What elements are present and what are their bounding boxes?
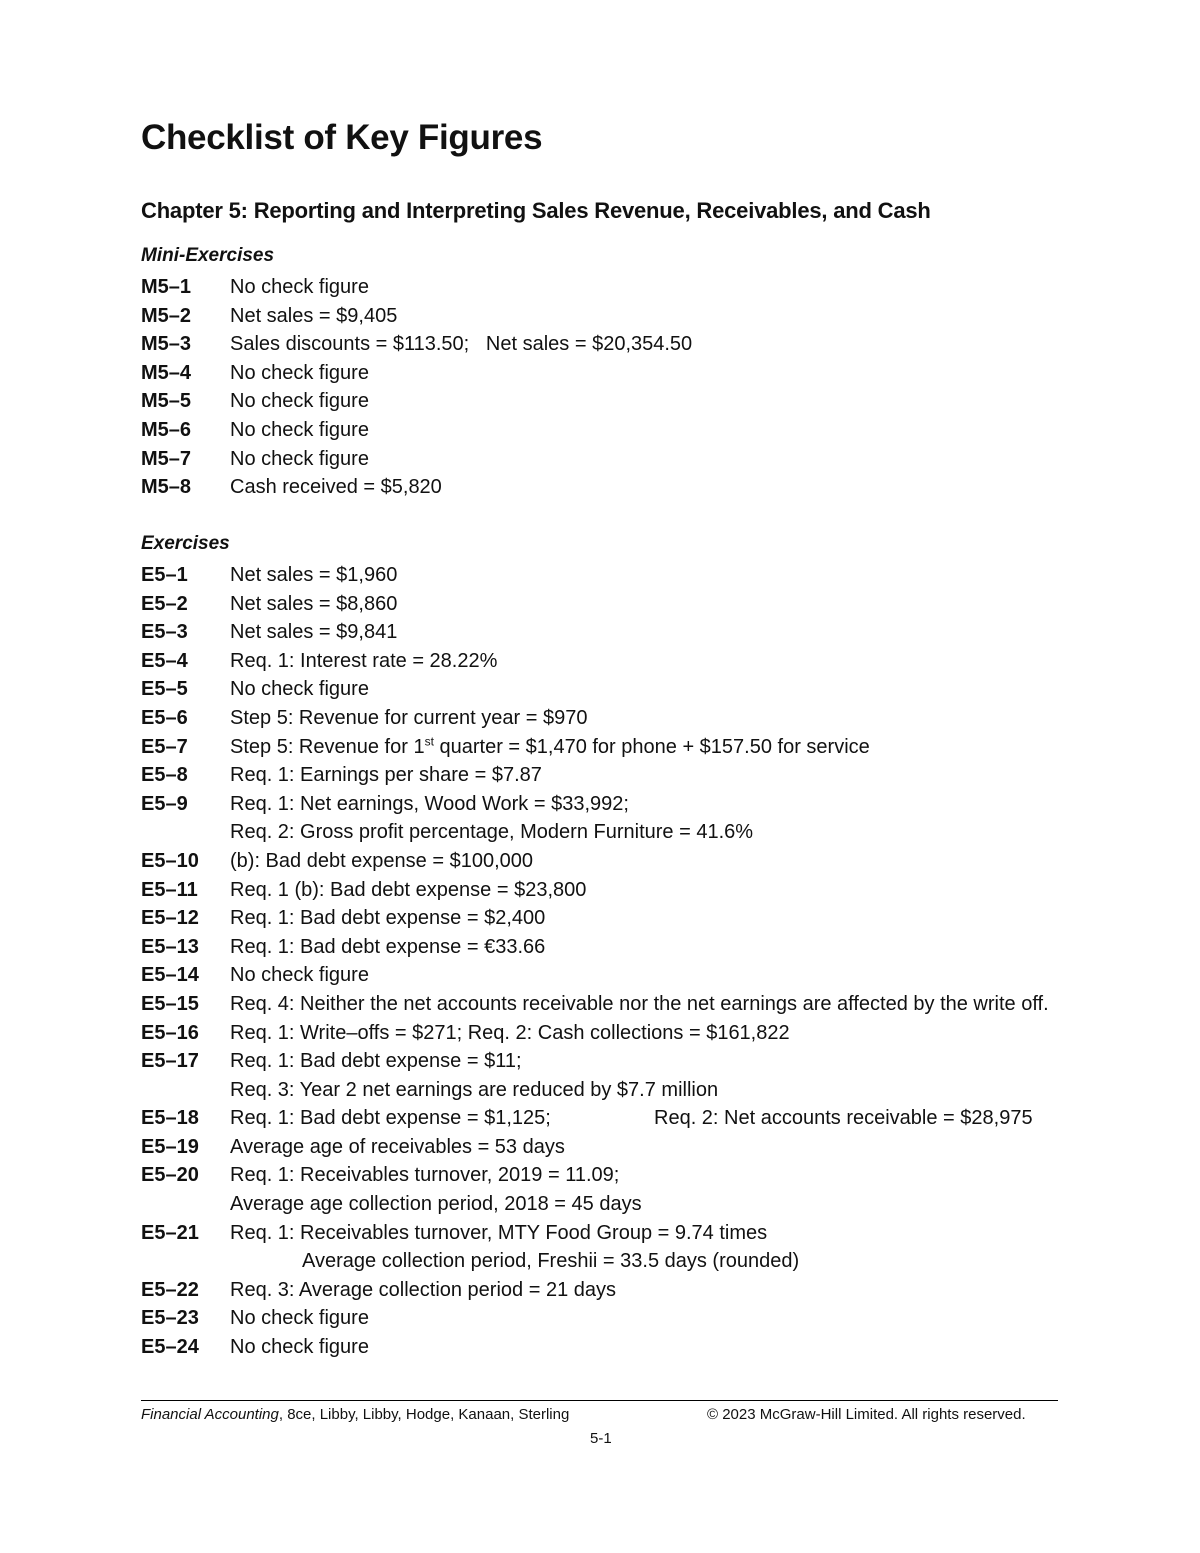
list-item xyxy=(141,302,1061,331)
item-code: E5–19 xyxy=(141,1135,199,1158)
item-text: No check figure xyxy=(230,361,369,384)
item-text: Net sales = $9,841 xyxy=(230,621,398,644)
list-item xyxy=(141,618,1061,647)
item-text: No check figure xyxy=(230,418,369,441)
item-code: E5–21 xyxy=(141,1221,199,1244)
item-text-line1: Req. 1: Receivables turnover, MTY Food Group = 9.74 times xyxy=(230,1221,768,1244)
item-text-line2: Average age collection period, 2018 = 45 days xyxy=(230,1193,642,1216)
item-text: Req. 4: Neither the net accounts receivable nor the net earnings are affected by the write off. xyxy=(230,992,1049,1015)
item-code: E5–4 xyxy=(141,649,188,672)
item-code: E5–20 xyxy=(141,1164,199,1187)
item-text: Net sales = $1,960 xyxy=(230,564,398,586)
list-item xyxy=(141,1133,1061,1162)
list-item xyxy=(141,1333,1061,1362)
item-code: E5–13 xyxy=(141,935,199,958)
list-item xyxy=(141,473,1061,502)
item-code: E5–17 xyxy=(141,1050,199,1073)
item-code: M5–5 xyxy=(141,390,192,413)
item-text: Average age of receivables = 53 days xyxy=(230,1135,565,1158)
item-code: E5–10 xyxy=(141,849,199,872)
item-code: E5–18 xyxy=(141,1107,199,1130)
page-title: Checklist of Key Figures xyxy=(141,118,543,157)
list-item xyxy=(141,445,1061,474)
list-item xyxy=(141,847,1061,876)
list-item xyxy=(141,790,1061,847)
item-text-line2: Average collection period, Freshii = 33.5 days (rounded) xyxy=(302,1250,800,1273)
item-text: No check figure xyxy=(230,276,369,298)
item-code: E5–2 xyxy=(141,592,188,615)
ordinal-suffix: st xyxy=(424,733,434,748)
exercises-list xyxy=(141,561,1061,1362)
footer-book-title: Financial Accounting xyxy=(141,1406,279,1423)
item-code: M5–8 xyxy=(141,476,192,499)
item-code: M5–6 xyxy=(141,418,192,441)
item-text: Req. 1: Bad debt expense = $2,400 xyxy=(230,907,546,930)
list-item xyxy=(141,761,1061,790)
item-text: No check figure xyxy=(230,1336,369,1359)
item-text: Req. 1: Interest rate = 28.22% xyxy=(230,649,498,672)
item-code: M5–3 xyxy=(141,333,192,356)
item-code: E5–1 xyxy=(141,564,188,586)
list-item xyxy=(141,590,1061,619)
item-text-post: quarter = $1,470 for phone + $157.50 for service xyxy=(433,735,870,758)
item-code: M5–2 xyxy=(141,304,192,327)
list-item xyxy=(141,1304,1061,1333)
item-code: E5–5 xyxy=(141,678,188,701)
item-text: Req. 1 (b): Bad debt expense = $23,800 xyxy=(230,878,587,901)
item-code: M5–4 xyxy=(141,361,192,384)
item-code: E5–23 xyxy=(141,1307,199,1330)
item-text: Sales discounts = $113.50; Net sales = $20,354.50 xyxy=(230,333,693,356)
list-item xyxy=(141,561,1061,590)
item-text: Net sales = $9,405 xyxy=(230,304,398,327)
footer-divider xyxy=(141,1400,1058,1401)
item-text: Step 5: Revenue for current year = $970 xyxy=(230,706,588,729)
list-item xyxy=(141,904,1061,933)
item-code: E5–8 xyxy=(141,764,188,787)
item-text-line2: Req. 3: Year 2 net earnings are reduced by $7.7 million xyxy=(230,1078,719,1101)
footer-book-details: , 8ce, Libby, Libby, Hodge, Kanaan, Sterling xyxy=(278,1406,570,1423)
list-item xyxy=(141,876,1061,905)
list-item xyxy=(141,273,1061,302)
list-item xyxy=(141,704,1061,733)
item-code: E5–7 xyxy=(141,735,188,758)
mini-exercises-list xyxy=(141,273,1061,502)
footer-copyright: © 2023 McGraw-Hill Limited. All rights reserved. xyxy=(707,1406,1026,1423)
item-code: E5–14 xyxy=(141,964,199,987)
item-text: No check figure xyxy=(230,447,369,470)
list-item xyxy=(141,1047,1061,1104)
item-text: No check figure xyxy=(230,1307,369,1330)
list-item xyxy=(141,330,1061,359)
item-text: No check figure xyxy=(230,390,369,413)
item-text: Cash received = $5,820 xyxy=(230,476,442,499)
list-item xyxy=(141,1161,1061,1218)
mini-exercises-heading: Mini-Exercises xyxy=(141,245,275,266)
item-text-part1: Req. 1: Bad debt expense = $1,125; xyxy=(230,1107,551,1130)
list-item xyxy=(141,1219,1061,1276)
item-code: E5–11 xyxy=(141,878,198,901)
item-text: Net sales = $8,860 xyxy=(230,592,398,615)
list-item xyxy=(141,961,1061,990)
footer-book-info xyxy=(141,1406,569,1423)
list-item xyxy=(141,675,1061,704)
list-item xyxy=(141,1104,1061,1133)
item-text-line1: Req. 1: Bad debt expense = $11; xyxy=(230,1050,522,1073)
item-code: E5–22 xyxy=(141,1278,199,1301)
item-code: E5–9 xyxy=(141,792,188,815)
item-text-line1: Req. 1: Receivables turnover, 2019 = 11.09; xyxy=(230,1164,620,1187)
item-text-pre: Step 5: Revenue for 1 xyxy=(230,735,425,758)
item-text: No check figure xyxy=(230,964,369,987)
item-text xyxy=(230,733,1061,762)
item-text: (b): Bad debt expense = $100,000 xyxy=(230,849,534,872)
item-text: No check figure xyxy=(230,678,369,701)
item-text xyxy=(230,1104,1061,1133)
exercises-heading: Exercises xyxy=(141,533,230,554)
item-code: M5–7 xyxy=(141,447,192,470)
item-text-line1: Req. 1: Net earnings, Wood Work = $33,992; xyxy=(230,792,629,815)
item-text-part2: Req. 2: Net accounts receivable = $28,975 xyxy=(654,1107,1033,1130)
list-item xyxy=(141,359,1061,388)
item-code: M5–1 xyxy=(141,276,192,298)
list-item xyxy=(141,733,1061,762)
item-text-line2: Req. 2: Gross profit percentage, Modern Furniture = 41.6% xyxy=(230,821,754,844)
list-item xyxy=(141,1276,1061,1305)
item-code: E5–12 xyxy=(141,907,199,930)
page-number: 5-1 xyxy=(590,1430,612,1447)
item-code: E5–24 xyxy=(141,1336,199,1359)
item-code: E5–6 xyxy=(141,706,188,729)
item-text-line2-wrap xyxy=(230,1247,1061,1276)
item-code: E5–3 xyxy=(141,621,188,644)
item-text: Req. 1: Earnings per share = $7.87 xyxy=(230,764,542,787)
item-text: Req. 1: Bad debt expense = €33.66 xyxy=(230,935,546,958)
item-text: Req. 1: Write–offs = $271; Req. 2: Cash collections = $161,822 xyxy=(230,1021,790,1044)
list-item xyxy=(141,990,1061,1019)
list-item xyxy=(141,387,1061,416)
list-item xyxy=(141,1019,1061,1048)
list-item xyxy=(141,647,1061,676)
list-item xyxy=(141,933,1061,962)
list-item xyxy=(141,416,1061,445)
item-code: E5–15 xyxy=(141,992,199,1015)
item-code: E5–16 xyxy=(141,1021,199,1044)
chapter-heading: Chapter 5: Reporting and Interpreting Sales Revenue, Receivables, and Cash xyxy=(141,198,931,223)
item-text: Req. 3: Average collection period = 21 days xyxy=(230,1278,616,1301)
